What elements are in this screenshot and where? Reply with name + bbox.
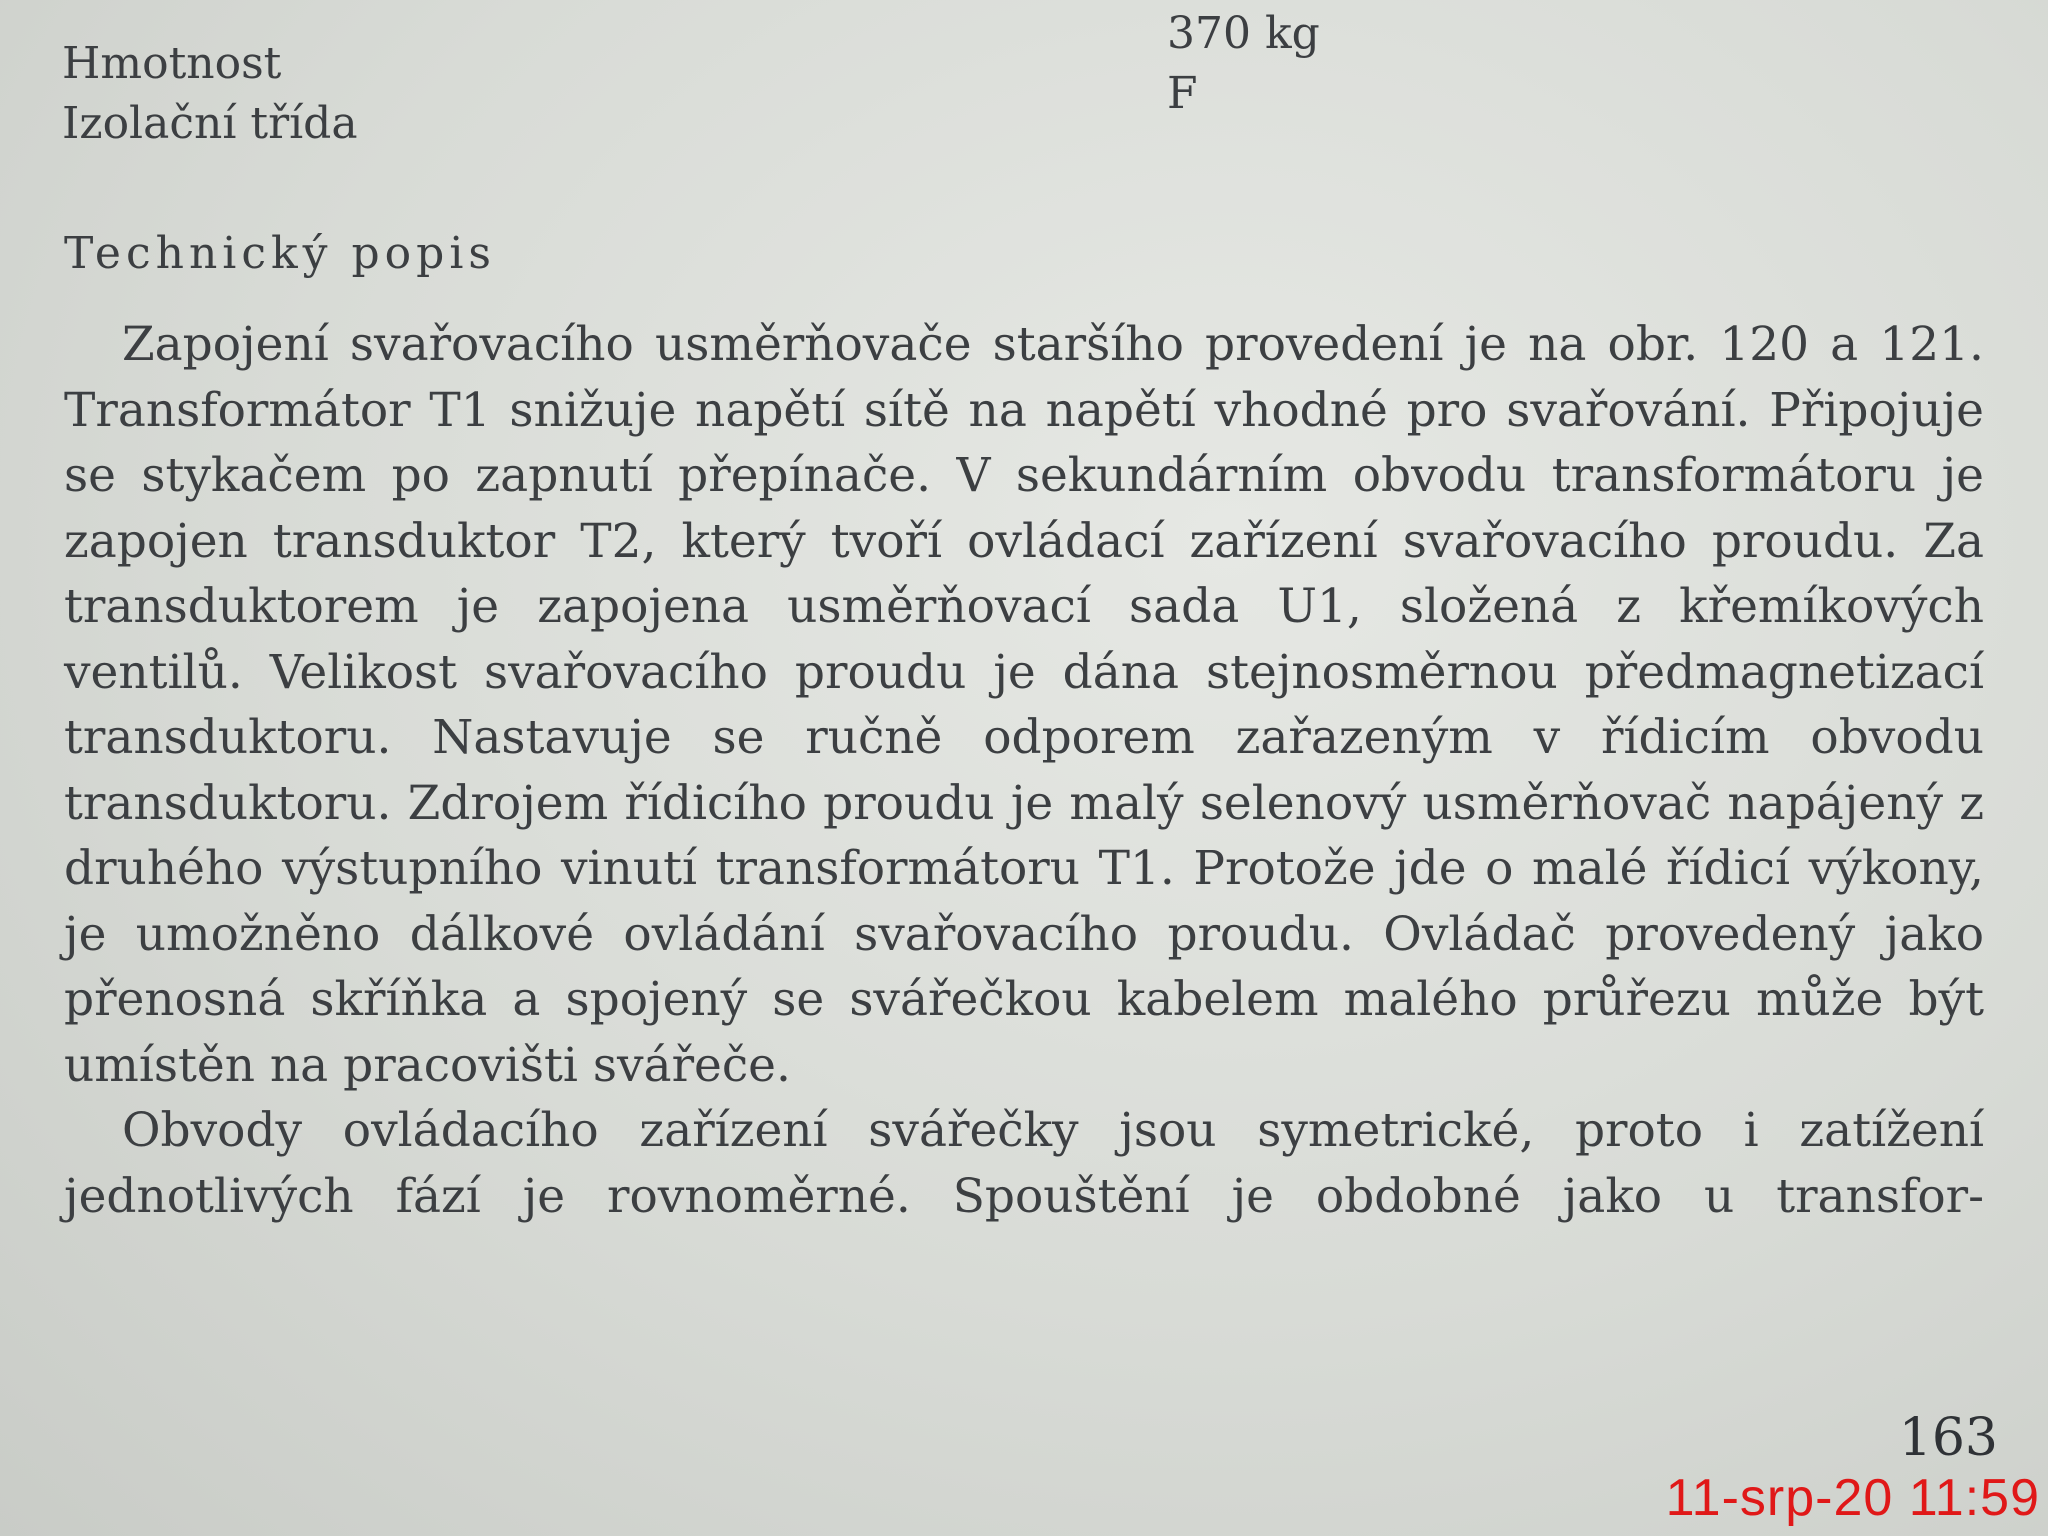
spec-table — [62, 0, 1462, 150]
camera-timestamp: 11-srp-20 11:59 — [1665, 1469, 2040, 1527]
spec-value: F — [1167, 68, 1198, 119]
paragraph: Obvody ovládacího zařízení svářečky jsou symetrické, proto i zatížení jednotlivých fází je rovnoměrné. Spouštění je obdobné jako u transfor- — [64, 1103, 1984, 1224]
spec-label: Izolační třída — [62, 98, 358, 149]
body-text — [64, 312, 1984, 1229]
section-heading: Technický popis — [64, 228, 496, 279]
spec-label: Hmotnost — [62, 38, 282, 89]
spec-value: 370 kg — [1167, 8, 1320, 59]
paragraph: Zapojení svařovacího usměrňovače staršího provedení je na obr. 120 a 121. Transformátor T1 snižuje napětí sítě na napětí vhodné pro svařování. Připojuje se stykačem po zapnutí přepínače. V sekundárním obvodu transformátoru je zapojen transduktor T2, který tvoří ovládací zařízení svařovacího proudu. Za transduktorem je zapojena usměrňovací sada U1, složená z křemíkových ventilů. Velikost svařovacího proudu je dána stejnosměrnou předmagnetizací transduktoru. Nastavuje se ručně odporem zařazeným v řídicím obvodu transduktoru. Zdrojem řídicího proudu je malý selenový usměrňovač napájený z druhého výstupního vinutí transformátoru T1. Protože jde o malé řídicí výkony, je umožněno dálkové ovládání svařovacího proudu. Ovládač provedený jako přenosná skříňka a spojený se svářečkou kabelem malého průřezu může být umístěn na pracovišti svářeče. — [64, 317, 1984, 1093]
page-number: 163 — [1898, 1408, 1998, 1468]
